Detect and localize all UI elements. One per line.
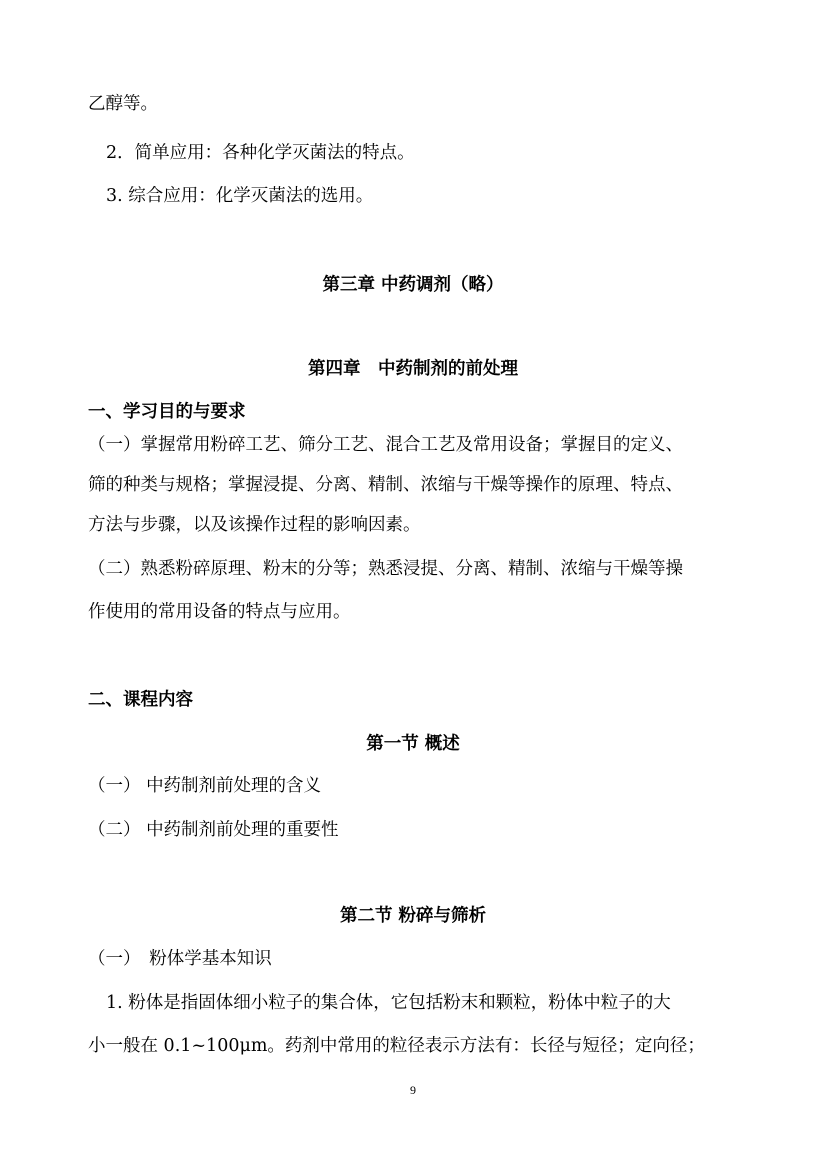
- list-item: （二） 中药制剂前处理的重要性: [88, 820, 339, 840]
- section-heading-content: 二、课程内容: [88, 690, 193, 710]
- list-item: （一） 粉体学基本知识: [88, 949, 272, 969]
- chapter-3-title: 第三章 中药调剂（略）: [322, 275, 504, 295]
- list-item: （一） 中药制剂前处理的含义: [88, 776, 322, 796]
- section-heading-objectives: 一、学习目的与要求: [88, 402, 246, 422]
- text-line: 2．简单应用：各种化学灭菌法的特点。: [106, 143, 415, 163]
- node-1-title: 第一节 概述: [366, 734, 460, 754]
- page-number: 9: [410, 1083, 416, 1097]
- node-2-title: 第二节 粉碎与筛析: [339, 906, 487, 926]
- text-line: 3. 综合应用：化学灭菌法的选用。: [106, 186, 374, 206]
- text-line: 作使用的常用设备的特点与应用。: [88, 602, 351, 622]
- text-line: 方法与步骤，以及该操作过程的影响因素。: [88, 515, 421, 535]
- text-line: 乙醇等。: [88, 94, 158, 114]
- text-line: （二）熟悉粉碎原理、粉末的分等；熟悉浸提、分离、精制、浓缩与干燥等操: [88, 559, 683, 579]
- text-line: 筛的种类与规格；掌握浸提、分离、精制、浓缩与干燥等操作的原理、特点、: [88, 475, 683, 495]
- text-line: （一）掌握常用粉碎工艺、筛分工艺、混合工艺及常用设备；掌握目的定义、: [88, 435, 683, 455]
- text-line: 小一般在 0.1~100μm。药剂中常用的粒径表示方法有：长径与短径；定向径；: [88, 1036, 705, 1056]
- text-line: 1. 粉体是指固体细小粒子的集合体，它包括粉末和颗粒，粉体中粒子的大: [106, 993, 671, 1013]
- chapter-4-title: 第四章 中药制剂的前处理: [308, 359, 518, 379]
